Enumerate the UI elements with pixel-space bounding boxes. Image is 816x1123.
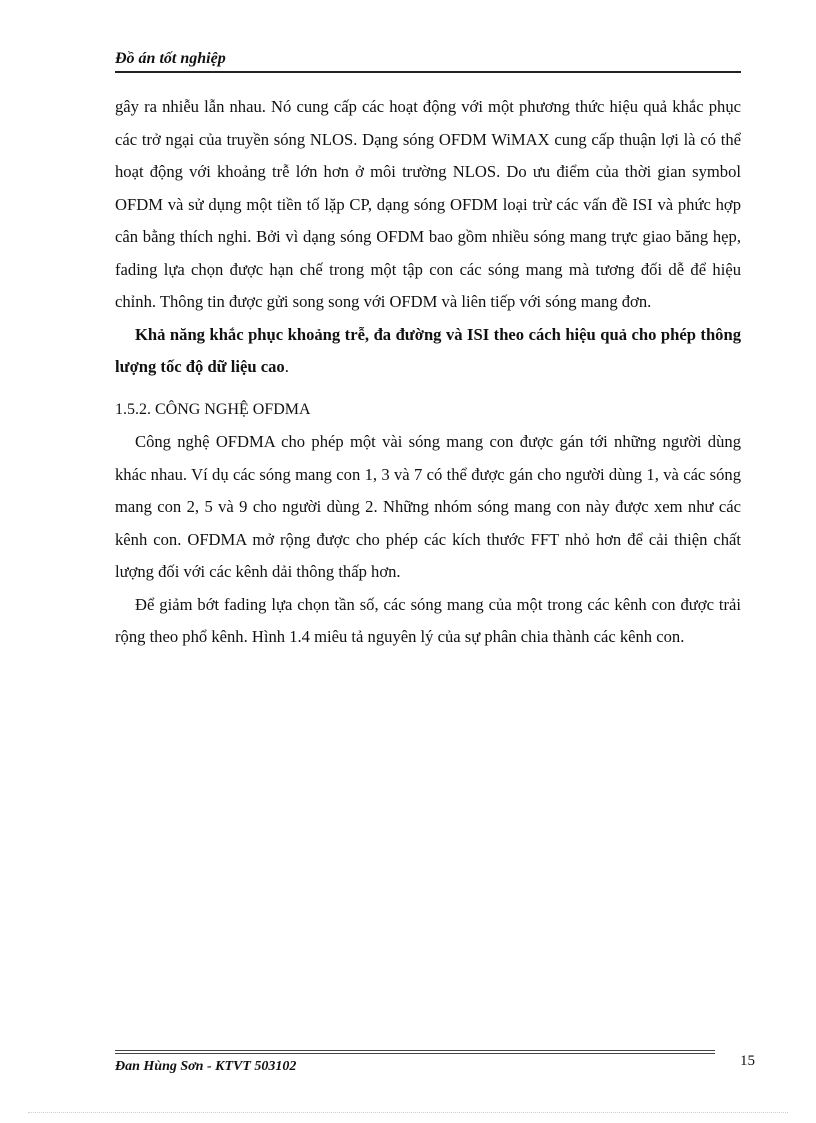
header-title: Đồ án tốt nghiệp — [115, 50, 226, 67]
paragraph-continuation: gây ra nhiễu lẫn nhau. Nó cung cấp các hoạt động với một phương thức hiệu quả khắc phục các trở ngại của truyền sóng NLOS. Dạng sóng OFDM WiMAX cung cấp thuận lợi là có thể hoạt động với khoảng trễ lớn hơn ở môi trường NLOS. Do ưu điểm của thời gian symbol OFDM và sử dụng một tiền tố lặp CP, dạng sóng OFDM loại trừ các vấn đề ISI và phức hợp cân bằng thích nghi. Bởi vì dạng sóng OFDM bao gồm nhiều sóng mang trực giao băng hẹp, fading lựa chọn được hạn chế trong một tập con các sóng mang mà tương đối dễ để hiệu chỉnh. Thông tin được gửi song song với OFDM và liên tiếp với sóng mang đơn. — [115, 97, 741, 311]
footer-rule — [115, 1050, 715, 1051]
page-number: 15 — [740, 1053, 755, 1069]
section-heading: 1.5.2. CÔNG NGHỆ OFDMA — [115, 400, 311, 418]
paragraph-bold-summary — [115, 319, 741, 384]
page-body — [115, 91, 741, 654]
footer-rule — [115, 1053, 715, 1054]
page-header — [115, 50, 741, 81]
header-rule — [115, 71, 741, 73]
bold-summary-period: . — [284, 357, 289, 376]
page-edge-divider — [28, 1112, 788, 1113]
page-footer — [115, 1050, 755, 1080]
paragraph-ofdma-intro: Công nghệ OFDMA cho phép một vài sóng mang con được gán tới những người dùng khác nhau. Ví dụ các sóng mang con 1, 3 và 7 có thể được gán cho người dùng 1, và các sóng mang con 2, 5 và 9 cho người dùng 2. Những nhóm sóng mang con này được xem như các kênh con. OFDMA mở rộng được cho phép các kích thước FFT nhỏ hơn để cải thiện chất lượng đối với các kênh dải thông thấp hơn. — [115, 432, 741, 581]
paragraph-fading: Để giảm bớt fading lựa chọn tần số, các sóng mang của một trong các kênh con được trải rộng theo phổ kênh. Hình 1.4 miêu tả nguyên lý của sự phân chia thành các kênh con. — [115, 594, 741, 646]
footer-author: Đan Hùng Sơn - KTVT 503102 — [115, 1059, 297, 1074]
bold-summary-text: Khả năng khắc phục khoảng trễ, đa đường và ISI theo cách hiệu quả cho phép thông lượng tốc độ dữ liệu cao — [115, 324, 741, 376]
